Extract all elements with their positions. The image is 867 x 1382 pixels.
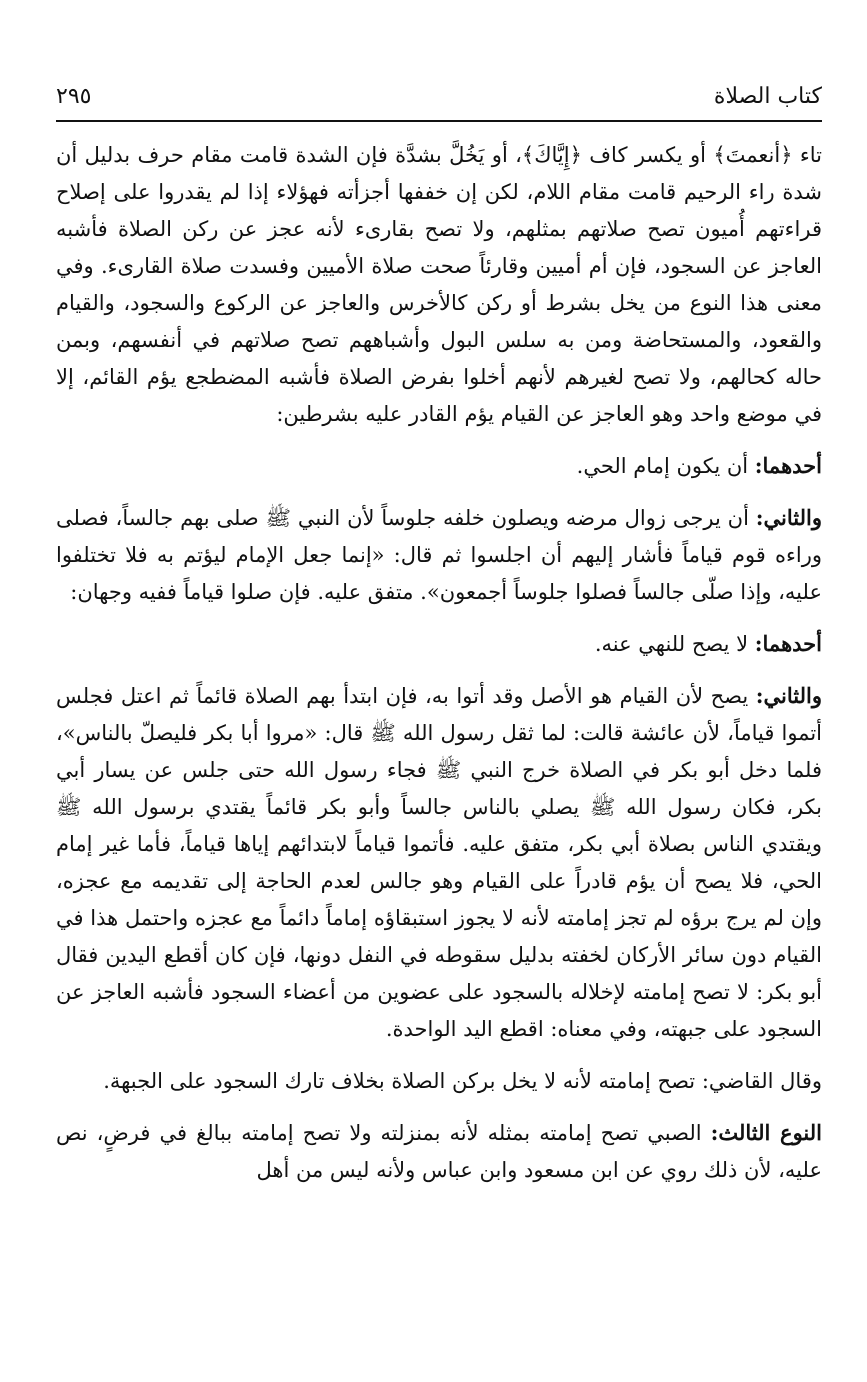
chapter-title: كتاب الصلاة [713, 84, 822, 109]
paragraph [56, 677, 822, 1048]
paragraph [56, 625, 822, 663]
header-rule [56, 120, 822, 122]
paragraph [56, 1062, 822, 1100]
page-header [56, 72, 822, 108]
paragraph-text: يصح لأن القيام هو الأصل وقد أتوا به، فإن ابتدأ بهم الصلاة قائماً ثم اعتل فجلس أتموا قياماً، لأن عائشة قالت: لما ثقل رسول الله ﷺ قال: «مروا أبا بكر فليصلّ بالناس»، فلما دخل أبو بكر في الصلاة خرج النبي ﷺ فجاء رسول الله حتى جلس عن يسار أبي بكر، فكان رسول الله ﷺ يصلي بالناس جالساً وأبو بكر قائماً يقتدي برسول الله ﷺ ويقتدي الناس بصلاة أبي بكر، متفق عليه. فأتموا قياماً لابتدائهم إياها قياماً، فأما غير إمام الحي، فلا يصح أن يؤم قادراً على القيام وهو جالس لعدم الحاجة إلى تقديمه مع عجزه، وإن لم يرج برؤه لم تجز إمامته لأنه لا يجوز استبقاؤه إماماً دائماً مع عجزه واحتمل هذا في القيام دون سائر الأركان لخفته بدليل سقوطه في النفل دونها، فإن كان أقطع اليدين فقال أبو بكر: لا تصح إمامته لإخلاله بالسجود على عضوين من أعضاء السجود فأشبه العاجز عن السجود على جبهته، وفي معناه: اقطع اليد الواحدة. [56, 684, 822, 1041]
paragraph-lead: أحدهما: [754, 453, 822, 478]
paragraph-lead: أحدهما: [754, 631, 822, 656]
paragraph-text: أن يكون إمام الحي. [576, 454, 755, 478]
paragraph-lead: والثاني: [755, 683, 822, 708]
paragraph [56, 1114, 822, 1189]
paragraph-text: تاء ﴿أنعمتَ﴾ أو يكسر كاف ﴿إِيَّاكَ﴾، أو يَخُلَّ بشدَّة فإن الشدة قامت مقام حرف بدليل أن شدة راء الرحيم قامت مقام اللام، لكن إن خففها أجزأته فهؤلاء إذا لم يقدروا على إصلاح قراءتهم أُميون تصح صلاتهم بمثلهم، ولا تصح بقارىء لأنه عجز عن ركن الصلاة فأشبه العاجز عن السجود، فإن أم أميين وقارئاً صحت صلاة الأميين وفسدت صلاة القارىء. وفي معنى هذا النوع من يخل بشرط أو ركن كالأخرس والعاجز عن الركوع والسجود، والقيام والقعود، والمستحاضة ومن به سلس البول وأشباههم تصح صلاتهم في أنفسهم، وبمن حاله كحالهم، ولا تصح لغيرهم لأنهم أخلوا بفرض الصلاة فأشبه المضطجع يؤم القائم، إلا في موضع واحد وهو العاجز عن القيام يؤم القادر عليه بشرطين: [56, 143, 822, 426]
paragraph [56, 136, 822, 433]
paragraph-text: لا يصح للنهي عنه. [594, 632, 755, 656]
page-body [56, 136, 822, 1203]
paragraph-text: الصبي تصح إمامته بمثله لأنه بمنزلته ولا تصح إمامته ببالغ في فرضٍ، نص عليه، لأن ذلك روي عن ابن مسعود وابن عباس ولأنه ليس من أهل [56, 1121, 822, 1182]
paragraph-text: أن يرجى زوال مرضه ويصلون خلفه جلوساً لأن النبي ﷺ صلى بهم جالساً، فصلى وراءه قوم قياماً فأشار إليهم أن اجلسوا ثم قال: «إنما جعل الإمام ليؤتم به فلا تختلفوا عليه، وإذا صلّى جالساً فصلوا جلوساً أجمعون». متفق عليه. فإن صلوا قياماً ففيه وجهان: [56, 506, 822, 604]
page-number: ٢٩٥ [56, 84, 92, 109]
paragraph-lead: والثاني: [755, 505, 822, 530]
paragraph-text: وقال القاضي: تصح إمامته لأنه لا يخل بركن الصلاة بخلاف تارك السجود على الجبهة. [103, 1069, 822, 1093]
paragraph [56, 447, 822, 485]
book-page [56, 0, 822, 1382]
paragraph [56, 499, 822, 611]
paragraph-lead: النوع الثالث: [710, 1120, 822, 1145]
